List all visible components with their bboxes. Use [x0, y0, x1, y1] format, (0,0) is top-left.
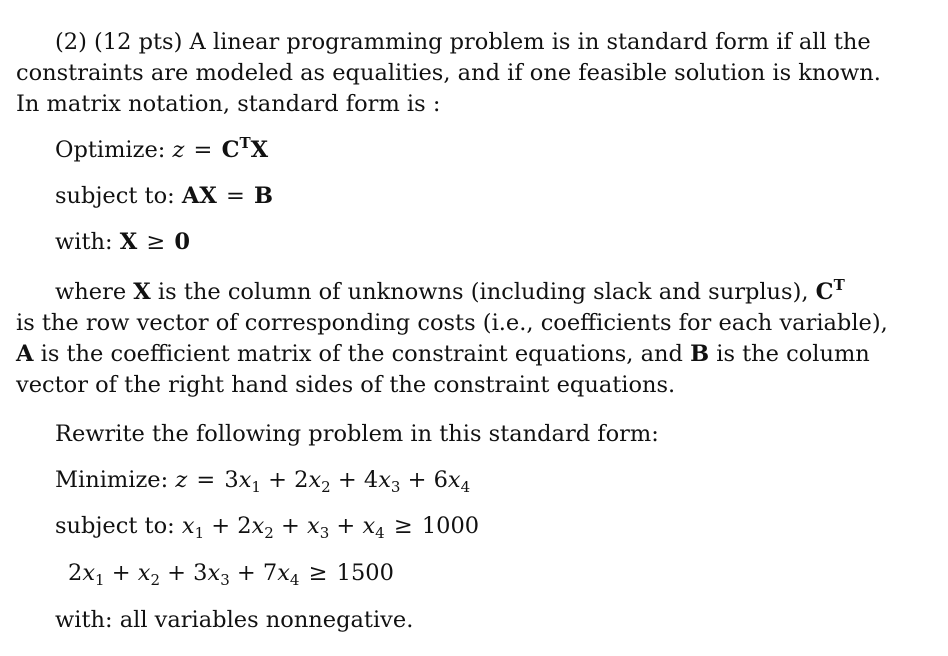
x-matrix: X: [119, 229, 138, 255]
coefficient: + 3: [167, 560, 208, 586]
variable: x: [307, 513, 320, 539]
optimize-label: Optimize:: [55, 137, 166, 163]
coefficient: +: [336, 513, 356, 539]
where-text: is the column: [709, 341, 870, 367]
variable: x: [238, 467, 252, 493]
a-matrix: A: [181, 183, 200, 209]
coefficient: +: [281, 513, 300, 539]
variable: x: [181, 513, 195, 539]
subject-to-line: [55, 185, 273, 208]
where-line-4: vector of the right hand sides of the constraint equations.: [16, 372, 676, 398]
rhs-value: 1000: [421, 513, 480, 539]
subscript: 2: [321, 478, 331, 496]
intro-line-2: constraints are modeled as equalities, and if one feasible solution is known.: [16, 60, 881, 86]
subscript: 4: [289, 571, 300, 589]
subscript: 1: [95, 571, 105, 589]
b-vector: B: [253, 183, 273, 209]
intro-line-1: (2) (12 pts) A linear programming problem is in standard form if all the: [55, 29, 871, 55]
variable: x: [82, 560, 96, 586]
coefficient: + 2: [211, 513, 252, 539]
variable: x: [447, 467, 461, 493]
subscript: 1: [251, 478, 261, 496]
c-matrix: C: [221, 137, 240, 163]
rhs-value: 1500: [336, 560, 394, 586]
rewrite-instruction: Rewrite the following problem in this standard form:: [55, 421, 659, 447]
where-text: is the column of unknowns (including slack and surplus),: [150, 279, 816, 305]
minimize-line: [55, 467, 471, 496]
subscript: 4: [375, 524, 385, 542]
coefficient: + 7: [236, 560, 278, 586]
c-matrix: C: [815, 279, 834, 305]
equals-sign: =: [225, 183, 245, 209]
coefficient: 3: [224, 467, 239, 493]
a-matrix: A: [16, 341, 34, 367]
intro-line-3: In matrix notation, standard form is :: [16, 91, 441, 117]
variable: x: [378, 467, 391, 493]
with-label: with:: [55, 229, 113, 255]
nonnegativity-line: with: all variables nonnegative.: [55, 607, 414, 633]
coefficient: 2: [68, 560, 83, 586]
where-text: where: [55, 279, 134, 305]
where-text: is the coefficient matrix of the constraint equations, and: [33, 341, 691, 367]
x-matrix: X: [133, 279, 151, 305]
geq-sign: ≥: [393, 513, 413, 539]
variable: x: [251, 513, 265, 539]
with-line: [55, 231, 190, 254]
constraint-2: [68, 560, 394, 589]
variable: x: [207, 560, 221, 586]
constraint-1: [55, 513, 480, 542]
zero-vector: 0: [174, 229, 191, 255]
where-line-2: is the row vector of corresponding costs (i.e., coefficients for each variable),: [16, 310, 888, 336]
z-symbol: z: [175, 467, 188, 493]
minimize-label: Minimize:: [55, 467, 169, 493]
transpose-mark: T: [833, 276, 845, 294]
coefficient: + 2: [268, 467, 309, 493]
equals-sign: =: [193, 137, 213, 163]
where-line-3: [16, 343, 870, 366]
coefficient: + 6: [407, 467, 448, 493]
z-symbol: z: [172, 137, 185, 163]
subject-to-label: subject to:: [55, 183, 175, 209]
subscript: 2: [264, 524, 274, 542]
x-matrix: X: [199, 183, 217, 209]
variable: x: [308, 467, 322, 493]
transpose-mark: T: [239, 134, 251, 152]
x-matrix: X: [250, 137, 269, 163]
subscript: 3: [220, 571, 230, 589]
geq-sign: ≥: [308, 560, 328, 586]
coefficient: +: [111, 560, 131, 586]
coefficient: + 4: [337, 467, 379, 493]
geq-sign: ≥: [146, 229, 166, 255]
subscript: 3: [319, 524, 330, 542]
equals-sign: =: [196, 467, 216, 493]
b-vector: B: [690, 341, 710, 367]
subscript: 4: [460, 478, 471, 496]
subscript: 2: [150, 571, 160, 589]
optimize-line: [55, 134, 269, 163]
where-line-1: [55, 276, 845, 305]
subject-to-label: subject to:: [55, 513, 175, 539]
variable: x: [277, 560, 290, 586]
variable: x: [137, 560, 151, 586]
variable: x: [362, 513, 376, 539]
subscript: 1: [194, 524, 205, 542]
subscript: 3: [390, 478, 401, 496]
